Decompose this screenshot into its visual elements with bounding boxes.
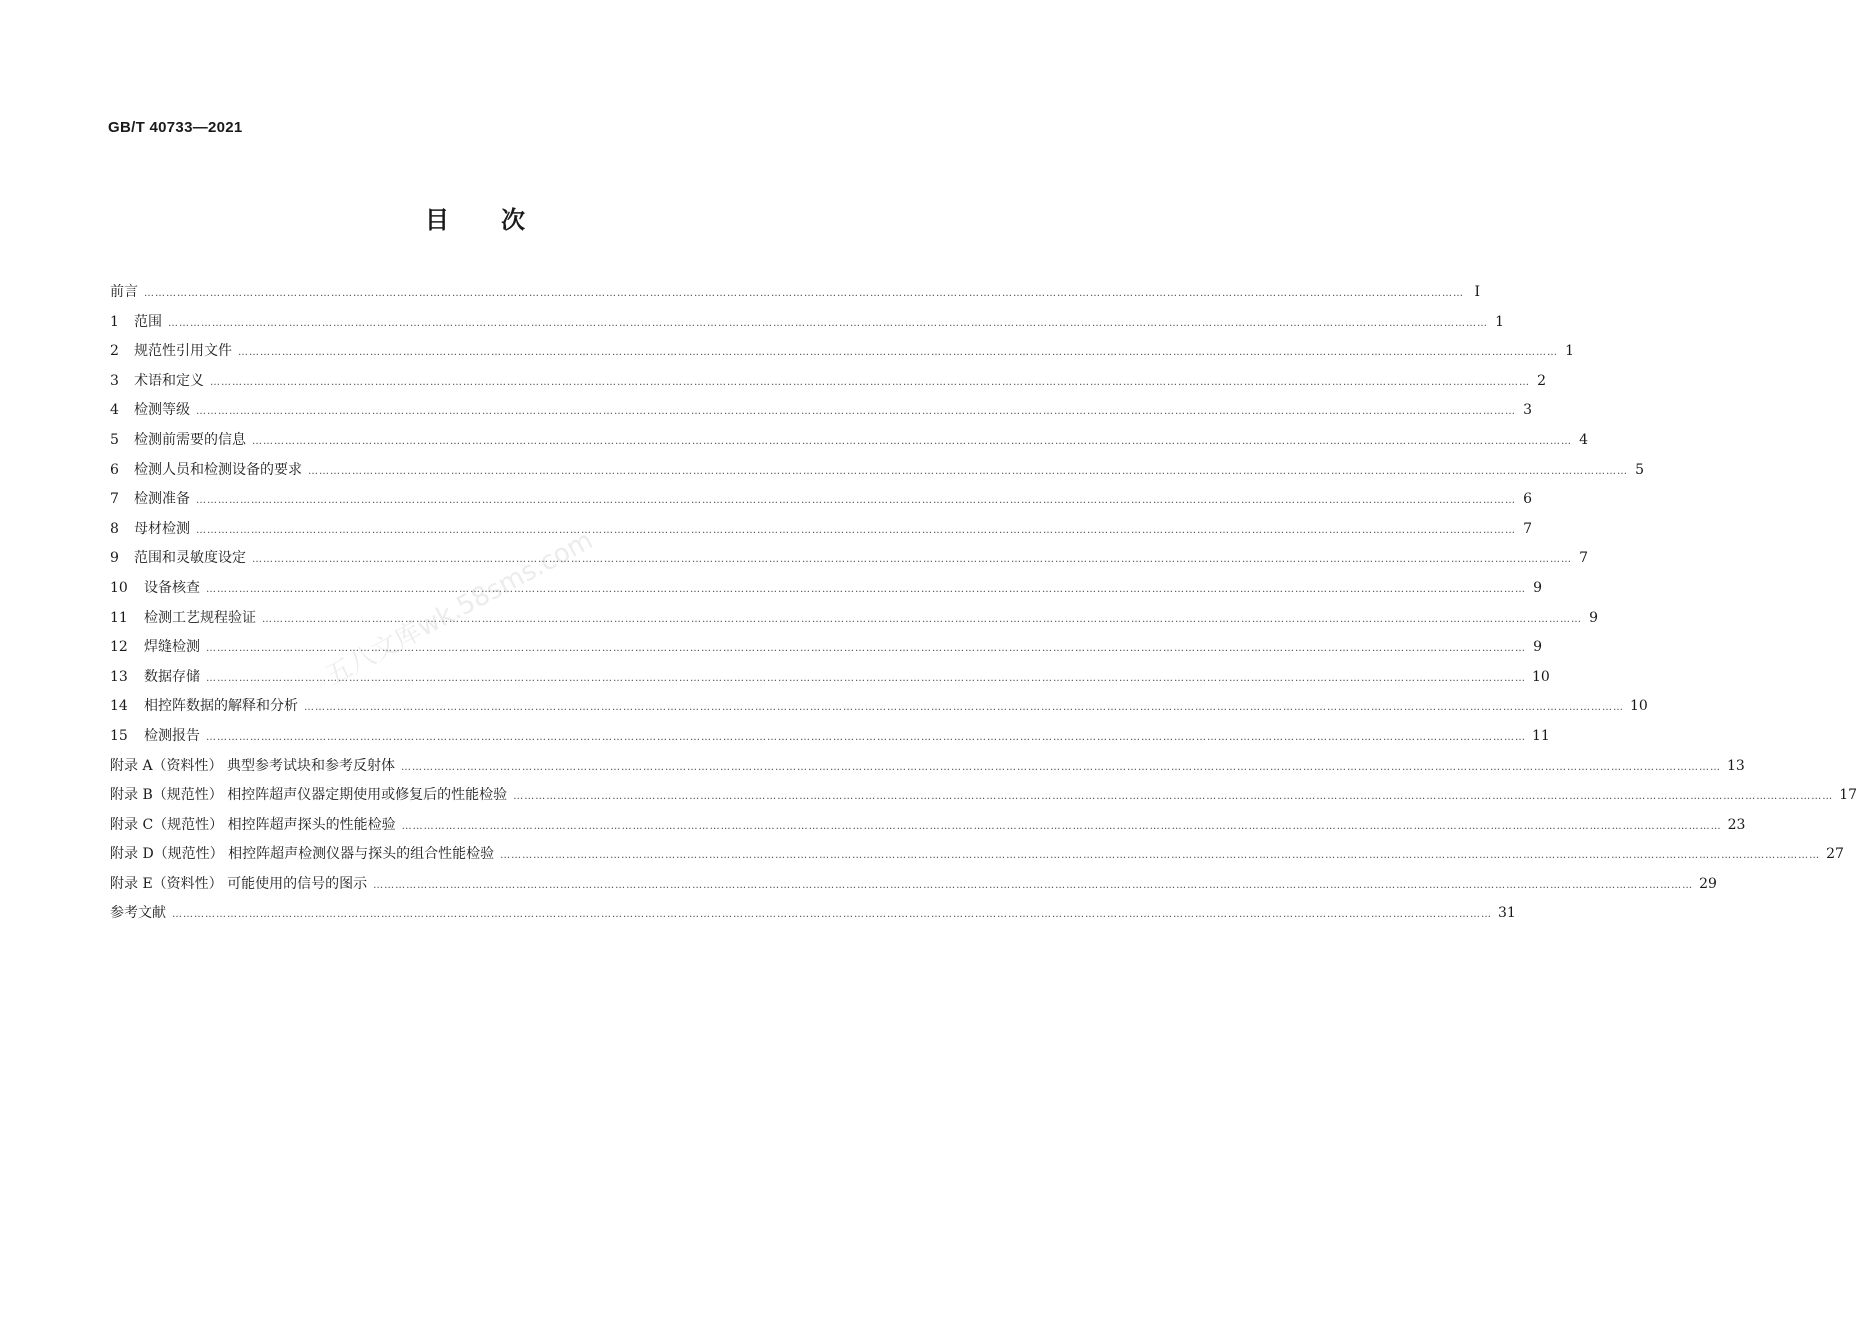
toc-entry-page: 31 [1498,905,1516,922]
toc-entry[interactable] [110,485,1532,515]
toc-entry-number: 7 [110,491,119,508]
toc-entry-number: 6 [110,461,119,478]
toc-entry-label [110,485,190,515]
toc-entry[interactable] [110,663,1550,693]
toc-entry-text: 检测等级 [134,402,190,419]
toc-entry-label [110,337,232,367]
toc-entry-number: 2 [110,343,119,360]
toc-leader-dots: ……………………………………………………………………………………………………………………………………………………………………………………………………………………………………………………………………………………………………………………………… [196,524,1516,536]
toc-entry-page: 17 [1839,787,1857,804]
toc-entry-number: 15 [110,727,128,744]
toc-leader-dots: ……………………………………………………………………………………………………………………………………………………………………………………………………………………………………………………………………………………………………………………………… [196,495,1516,507]
toc-entry-page: 10 [1532,668,1550,685]
toc-leader-dots: ……………………………………………………………………………………………………………………………………………………………………………………………………………………………………………………………………………………………………………………………… [308,465,1628,477]
page-title: 目次 [425,206,577,234]
toc-entry[interactable] [110,426,1588,456]
toc-leader-dots: ……………………………………………………………………………………………………………………………………………………………………………………………………………………………………………………………………………………………………………………………… [373,879,1694,891]
toc-entry-label [110,426,246,456]
standard-number: GB/T 40733—2021 [108,119,243,136]
toc-entry-label [110,308,162,338]
toc-entry-label [110,278,138,308]
toc-leader-dots: ……………………………………………………………………………………………………………………………………………………………………………………………………………………………………………………………………………………………………………………………… [168,317,1488,329]
toc-entry[interactable] [110,456,1644,486]
toc-entry[interactable] [110,633,1542,663]
toc-entry[interactable] [110,870,1717,900]
toc-entry-number: 14 [110,698,128,715]
toc-entry[interactable] [110,367,1546,397]
toc-entry-text: 检测工艺规程验证 [144,609,256,626]
toc-entry-page: 29 [1699,875,1717,892]
toc-entry-number: 1 [110,313,119,330]
toc-leader-dots: ……………………………………………………………………………………………………………………………………………………………………………………………………………………………………………………………………………………………………………………………… [210,376,1530,388]
toc-entry-text: 设备核查 [144,579,200,596]
toc-entry-label [110,663,200,693]
toc-entry-page: 27 [1826,846,1844,863]
toc-entry[interactable] [110,899,1516,929]
toc-entry-page: 9 [1589,609,1598,626]
toc-entry-page: 7 [1579,550,1588,567]
toc-entry-text: 规范性引用文件 [134,343,232,360]
toc-entry[interactable] [110,308,1504,338]
toc-leader-dots: ……………………………………………………………………………………………………………………………………………………………………………………………………………………………………………………………………………………………………………………………… [401,820,1722,832]
toc-leader-dots: ……………………………………………………………………………………………………………………………………………………………………………………………………………………………………………………………………………………………………………………………… [206,731,1526,743]
toc-entry-page: 7 [1523,520,1532,537]
toc-entry[interactable] [110,840,1844,870]
toc-leader-dots: ……………………………………………………………………………………………………………………………………………………………………………………………………………………………………………………………………………………………………………………………… [206,643,1526,655]
toc-entry-number: 9 [110,550,119,567]
toc-leader-dots: ……………………………………………………………………………………………………………………………………………………………………………………………………………………………………………………………………………………………………………………………… [172,909,1492,921]
toc-entry-label [110,840,494,870]
toc-entry-label [110,870,367,900]
toc-entry[interactable] [110,722,1550,752]
toc-entry-label [110,396,190,426]
toc-entry-number: 11 [110,609,128,626]
toc-entry-page: 3 [1523,402,1532,419]
toc-entry-label [110,456,302,486]
toc-entry[interactable] [110,811,1746,841]
toc-entry-label [110,752,395,782]
toc-entry-page: 9 [1533,639,1542,656]
watermark: 五八文库wk.58sms.com [320,525,598,692]
toc-entry-page: 1 [1495,313,1504,330]
toc-leader-dots: ……………………………………………………………………………………………………………………………………………………………………………………………………………………………………………………………………………………………………………………………… [401,761,1722,773]
toc-entry[interactable] [110,278,1480,308]
toc-entry-number: 5 [110,431,119,448]
toc-entry[interactable] [110,337,1574,367]
toc-entry-text: 数据存储 [144,668,200,685]
toc-entry-text: 前言 [110,284,138,300]
toc-entry-text: 检测前需要的信息 [134,431,246,448]
toc-leader-dots: ……………………………………………………………………………………………………………………………………………………………………………………………………………………………………………………………………………………………………………………………… [262,613,1582,625]
toc-entry-label [110,722,200,752]
toc-leader-dots: ……………………………………………………………………………………………………………………………………………………………………………………………………………………………………………………………………………………………………………………………… [144,288,1464,299]
toc-entry-page: 1 [1565,343,1574,360]
toc-entry-text: 术语和定义 [134,372,204,389]
toc-entry-label [110,633,200,663]
toc-entry-page: 5 [1635,461,1644,478]
toc-entry-page: 10 [1630,698,1648,715]
toc-entry[interactable] [110,515,1532,545]
toc-leader-dots: ……………………………………………………………………………………………………………………………………………………………………………………………………………………………………………………………………………………………………………………………… [500,850,1821,862]
toc-entry-page: 4 [1579,431,1588,448]
toc-entry-text: 附录 D（规范性） 相控阵超声检测仪器与探头的组合性能检验 [110,846,495,863]
toc-entry-label [110,781,507,811]
toc-entry-number: 12 [110,639,128,656]
toc-leader-dots: ……………………………………………………………………………………………………………………………………………………………………………………………………………………………………………………………………………………………………………………………… [513,791,1834,803]
toc-leader-dots: ……………………………………………………………………………………………………………………………………………………………………………………………………………………………………………………………………………………………………………………………… [206,583,1526,595]
toc-entry-page: 13 [1727,757,1745,774]
toc-entry-text: 母材检测 [134,520,190,537]
toc-entry-label [110,574,200,604]
toc-entry[interactable] [110,781,1857,811]
toc-entry-number: 13 [110,668,128,685]
toc-entry[interactable] [110,544,1588,574]
toc-leader-dots: ……………………………………………………………………………………………………………………………………………………………………………………………………………………………………………………………………………………………………………………………… [252,554,1572,566]
toc-entry-text: 相控阵数据的解释和分析 [144,698,298,715]
toc-entry-label [110,604,256,634]
toc-entry-text: 检测准备 [134,491,190,508]
toc-entry-number: 3 [110,372,119,389]
toc-leader-dots: ……………………………………………………………………………………………………………………………………………………………………………………………………………………………………………………………………………………………………………………………… [252,435,1572,447]
toc-entry[interactable] [110,396,1532,426]
toc-entry-text: 检测人员和检测设备的要求 [134,461,302,478]
toc-entry-page: 23 [1727,816,1746,833]
toc-leader-dots: ……………………………………………………………………………………………………………………………………………………………………………………………………………………………………………………………………………………………………………………………… [206,672,1526,684]
toc-leader-dots: ……………………………………………………………………………………………………………………………………………………………………………………………………………………………………………………………………………………………………………………………… [238,347,1558,359]
toc-leader-dots: ……………………………………………………………………………………………………………………………………………………………………………………………………………………………………………………………………………………………………………………………… [304,702,1624,714]
toc-entry-label [110,367,204,397]
toc-entry-number: 4 [110,402,119,419]
toc-entry-text: 焊缝检测 [144,639,200,656]
toc-entry-page: 2 [1537,372,1546,389]
toc-entry-text: 范围和灵敏度设定 [134,550,246,567]
toc-entry-page: 11 [1532,727,1550,744]
toc-leader-dots: ……………………………………………………………………………………………………………………………………………………………………………………………………………………………………………………………………………………………………………………………… [196,406,1516,418]
toc-entry-text: 附录 B（规范性） 相控阵超声仪器定期使用或修复后的性能检验 [110,787,508,804]
toc-entry-label [110,544,246,574]
toc-entry-text: 附录 A（资料性） 典型参考试块和参考反射体 [110,757,396,774]
toc-entry-text: 附录 E（资料性） 可能使用的信号的图示 [110,875,368,892]
toc-entry-number: 10 [110,579,128,596]
toc-entry-label [110,899,166,929]
toc-entry-text: 参考文献 [110,905,166,922]
toc-entry-text: 检测报告 [144,727,200,744]
toc-entry-text: 附录 C（规范性） 相控阵超声探头的性能检验 [110,816,396,833]
toc-entry-label [110,515,190,545]
toc-entry[interactable] [110,752,1745,782]
toc-entry-text: 范围 [134,313,162,330]
toc-entry-page: Ⅰ [1474,284,1480,300]
toc-entry-label [110,692,298,722]
toc-entry-page: 6 [1523,491,1532,508]
toc-entry-label [110,811,396,841]
toc-entry[interactable] [110,692,1648,722]
toc-entry-number: 8 [110,520,119,537]
toc-entry-page: 9 [1533,579,1542,596]
